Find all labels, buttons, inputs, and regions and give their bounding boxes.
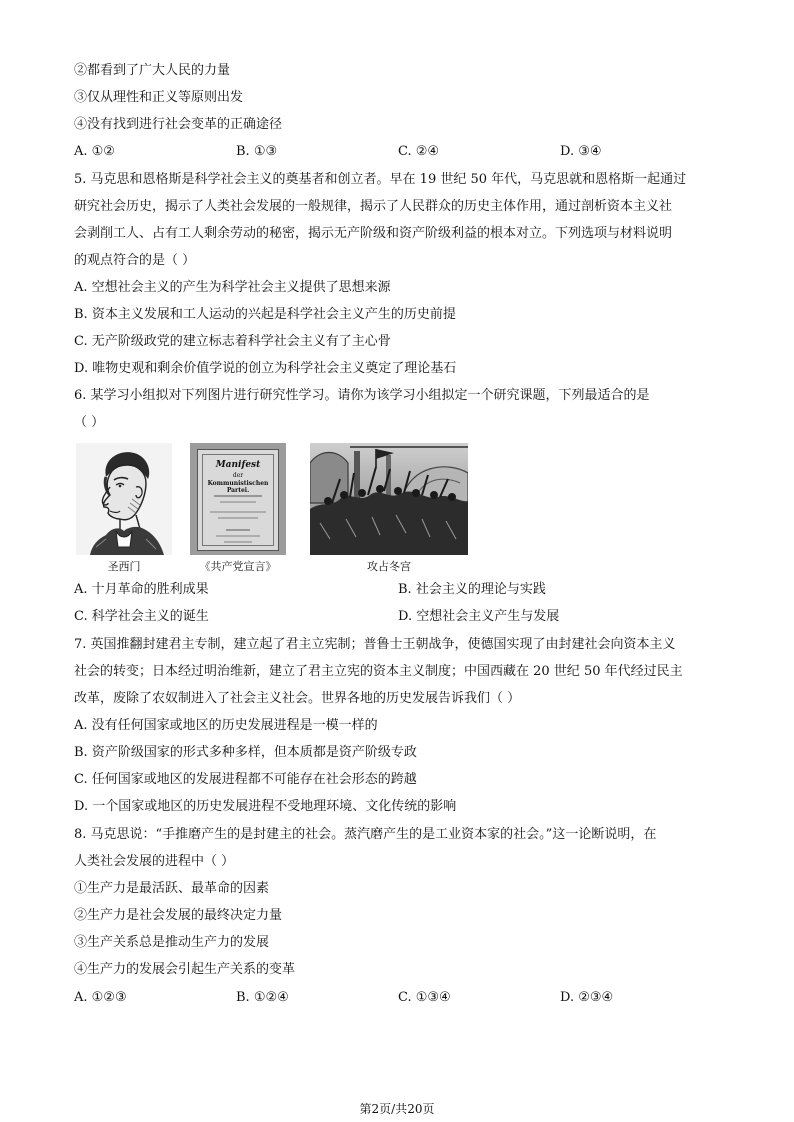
- q8-item-2: ②生产力是社会发展的最终决定力量: [74, 908, 283, 923]
- q6-option-a: A. 十月革命的胜利成果: [74, 582, 209, 597]
- q8-option-b: B. ①②④: [236, 990, 289, 1005]
- manifesto-title: Manifest: [215, 460, 261, 470]
- q7-option-d: D. 一个国家或地区的历史发展进程不受地理环境、文化传统的影响: [74, 799, 457, 814]
- storming-winter-palace-image: [310, 443, 468, 555]
- q8-item-3: ③生产关系总是推动生产力的发展: [74, 935, 270, 950]
- q8-stem-line-2: 人类社会发展的进程中（ ）: [74, 854, 235, 869]
- q5-option-c: C. 无产阶级政党的建立标志着科学社会主义有了主心骨: [74, 334, 391, 349]
- manifesto-page: [197, 449, 279, 551]
- q4-option-c: C. ②④: [398, 144, 440, 159]
- caption-manifesto: 《共产党宣言》: [199, 560, 277, 573]
- q4-item-2: ②都看到了广大人民的力量: [74, 63, 231, 78]
- saint-simon-portrait: [76, 443, 172, 555]
- q4-item-4: ④没有找到进行社会变革的正确途径: [74, 117, 283, 132]
- q7-stem-line-2: 社会的转变；日本经过明治维新，建立了君主立宪的资本主义制度；中国西藏在 20 世纪 50 年代经过民主: [74, 664, 683, 679]
- q5-stem-line-1: 5. 马克思和恩格斯是科学社会主义的奠基者和创立者。早在 19 世纪 50 年代，马克思就和恩格斯一起通过: [74, 172, 687, 187]
- q6-option-c: C. 科学社会主义的诞生: [74, 609, 209, 624]
- q8-item-1: ①生产力是最活跃、最革命的因素: [74, 881, 270, 896]
- q5-option-b: B. 资本主义发展和工人运动的兴起是科学社会主义产生的历史前提: [74, 307, 456, 322]
- q4-option-a: A. ①②: [74, 144, 115, 159]
- q8-item-4: ④生产力的发展会引起生产关系的变革: [74, 962, 296, 977]
- q7-option-c: C. 任何国家或地区的发展进程都不可能存在社会形态的跨越: [74, 772, 417, 787]
- q4-option-b: B. ①③: [236, 144, 278, 159]
- q5-stem-line-4: 的观点符合的是（ ）: [74, 253, 196, 268]
- q7-stem-line-3: 改革，废除了农奴制进入了社会主义社会。世界各地的历史发展告诉我们（ ）: [74, 691, 521, 706]
- q5-stem-line-3: 会剥削工人、占有工人剩余劳动的秘密，揭示无产阶级和资产阶级利益的根本对立。下列选项与材料说明: [74, 226, 673, 241]
- q7-option-a: A. 没有任何国家或地区的历史发展进程是一模一样的: [74, 718, 378, 733]
- manifesto-subtitle: Kommunistischen Partei.: [207, 480, 269, 494]
- q8-option-c: C. ①③④: [398, 990, 451, 1005]
- communist-manifesto-cover: [190, 443, 286, 555]
- page-number-footer: 第2页/共20页: [359, 1102, 435, 1116]
- q6-stem-line-2: （ ）: [74, 415, 105, 430]
- q6-option-d: D. 空想社会主义产生与发展: [398, 609, 560, 624]
- q7-option-b: B. 资产阶级国家的形式多种多样，但本质都是资产阶级专政: [74, 745, 417, 760]
- q6-option-b: B. 社会主义的理论与实践: [398, 582, 546, 597]
- q5-option-a: A. 空想社会主义的产生为科学社会主义提供了思想来源: [74, 280, 391, 295]
- q8-option-a: A. ①②③: [74, 990, 127, 1005]
- caption-saint-simon: 圣西门: [107, 560, 141, 573]
- q4-option-d: D. ③④: [560, 144, 602, 159]
- q8-option-d: D. ②③④: [560, 990, 614, 1005]
- q5-stem-line-2: 研究社会历史，揭示了人类社会发展的一般规律，揭示了人民群众的历史主体作用，通过剖析资本主义社: [74, 199, 673, 214]
- q5-option-d: D. 唯物史观和剩余价值学说的创立为科学社会主义奠定了理论基石: [74, 361, 457, 376]
- q4-item-3: ③仅从理性和正义等原则出发: [74, 90, 244, 105]
- manifesto-der: der: [232, 472, 244, 479]
- q7-stem-line-1: 7. 英国推翻封建君主专制，建立起了君主立宪制；普鲁士王朝战争，使德国实现了由封建社会向资本主义: [74, 637, 676, 652]
- q6-stem-line-1: 6. 某学习小组拟对下列图片进行研究性学习。请你为该学习小组拟定一个研究课题，下列最适合的是: [74, 388, 650, 403]
- q8-stem-line-1: 8. 马克思说：“手推磨产生的是封建主的社会。蒸汽磨产生的是工业资本家的社会。”这一论断说明，在: [74, 827, 657, 842]
- caption-winter-palace: 攻占冬宫: [367, 560, 411, 573]
